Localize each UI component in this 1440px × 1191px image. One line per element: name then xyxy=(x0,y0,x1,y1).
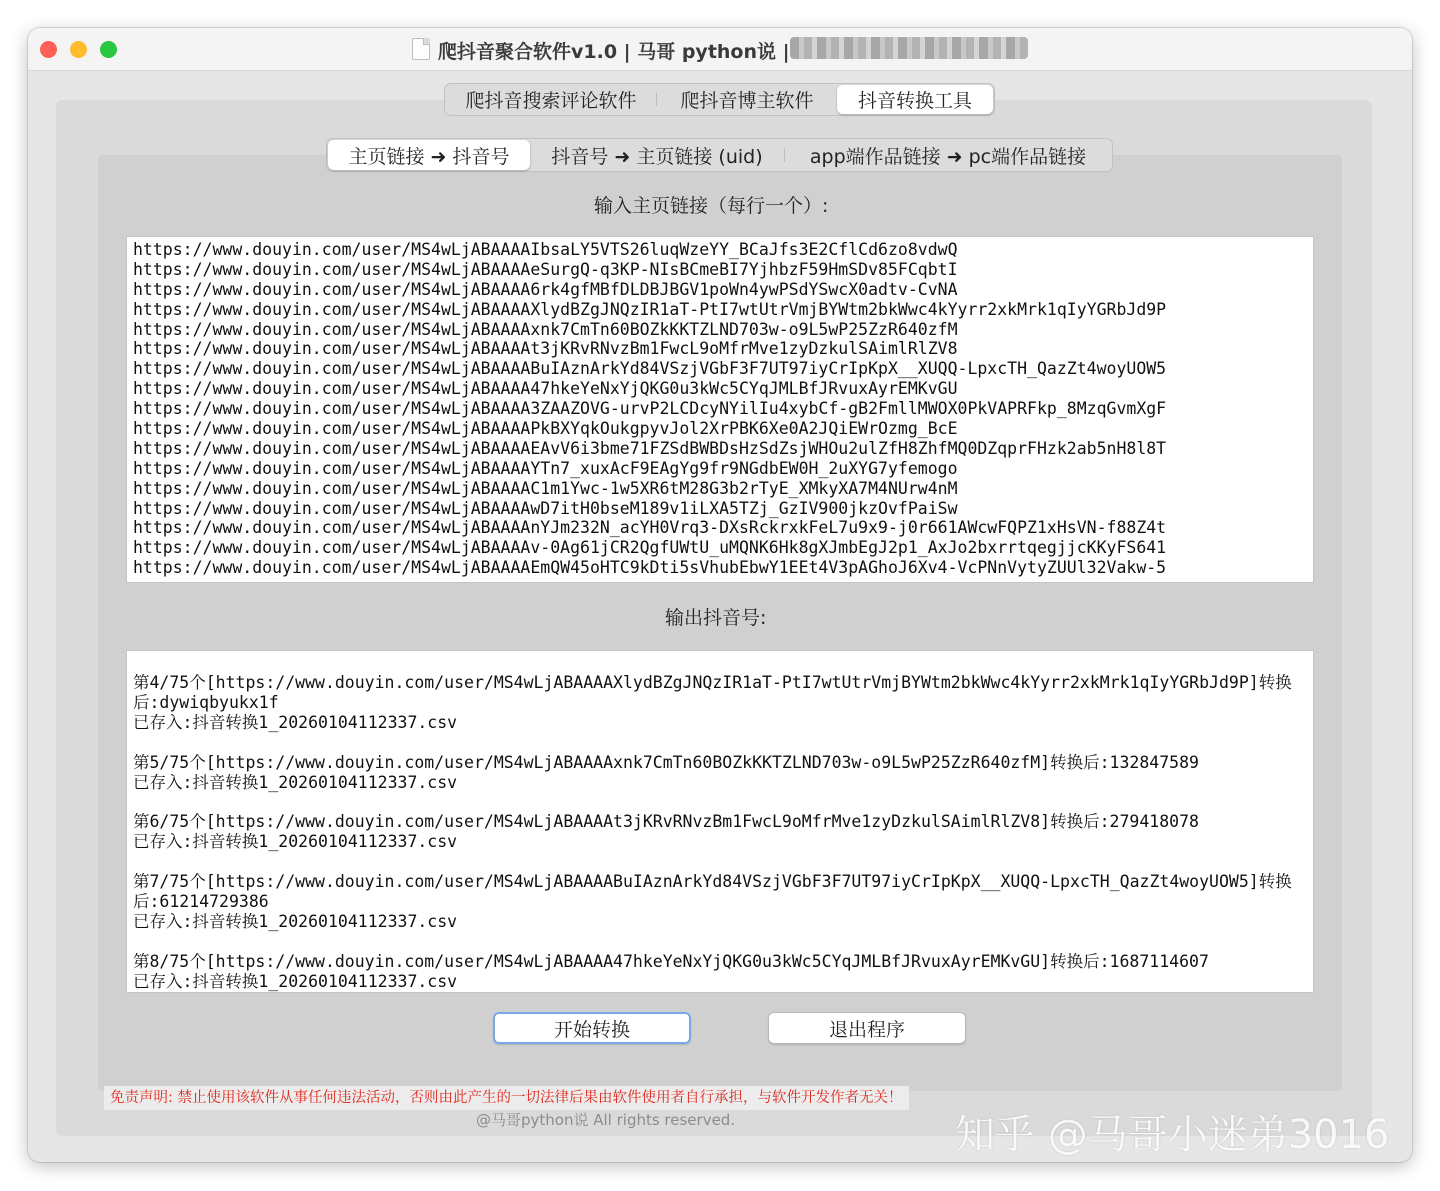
watermark: 知乎 @马哥小迷弟3016 xyxy=(955,1112,1390,1158)
tab-converter[interactable]: 抖音转换工具 xyxy=(837,85,993,114)
input-line: https://www.douyin.com/user/MS4wLjABAAAAEAvV6i3bme71FZSdBWBDsHzSdZsjWHOu2ulZfH8ZhfMQ0DZqprFHzk2ab5nH8l8T xyxy=(133,438,1167,458)
input-line: https://www.douyin.com/user/MS4wLjABAAAAC1m1Ywc-1w5XR6tM28G3b2rTyE_XMkyXA7M4NUrw4nM xyxy=(133,478,958,498)
log-entry xyxy=(133,872,1303,932)
input-line: https://www.douyin.com/user/MS4wLjABAAAABuIAznArkYd84VSzjVGbF3F7UT97iyCrIpKpX__XUQQ-LpxcTH_QazZt4woyUOW5 xyxy=(133,359,1167,379)
input-line: https://www.douyin.com/user/MS4wLjABAAAAPkBXYqkOukgpyvJol2XrPBK6Xe0A2JQiEWrOzmg_BcE xyxy=(133,419,958,439)
input-line: https://www.douyin.com/user/MS4wLjABAAAAxnk7CmTn60BOZkKKTZLND703w-o9L5wP25ZzR640zfM xyxy=(133,319,958,339)
log-saved-line: 已存入:抖音转换1_20260104112337.csv xyxy=(133,832,458,852)
log-entry xyxy=(133,952,1303,992)
copyright-text: @马哥python说 All rights reserved. xyxy=(476,1111,736,1129)
input-line: https://www.douyin.com/user/MS4wLjABAAAAeSurgQ-q3KP-NIsBCmeBI7YjhbzF59HmSDv85FCqbtI xyxy=(133,259,958,279)
log-result-line: 第7/75个[https://www.douyin.com/user/MS4wLjABAAAABuIAznArkYd84VSzjVGbF3F7UT97iyCrIpKpX__XUQQ-LpxcTH_QazZt4woyUOW5]转换后:61214729386 xyxy=(133,872,1292,911)
title-bar[interactable] xyxy=(28,28,1412,71)
log-saved-line: 已存入:抖音转换1_20260104112337.csv xyxy=(133,772,458,792)
disclaimer-text: 免责声明: 禁止使用该软件从事任何违法活动，否则由此产生的一切法律后果由软件使用者自行承担，与软件开发作者无关！ xyxy=(104,1086,909,1110)
log-saved-line: 已存入:抖音转换1_20260104112337.csv xyxy=(133,971,458,991)
redacted-title-text xyxy=(790,37,1028,59)
input-line: https://www.douyin.com/user/MS4wLjABAAAAXlydBZgJNQzIR1aT-PtI7wtUtrVmjBYWtm2bkWwc4kYyrr2xkMrk1qIyYGRbJd9P xyxy=(133,299,1167,319)
maximize-window-button[interactable] xyxy=(100,41,117,58)
tab-blogger[interactable]: 爬抖音博主软件 xyxy=(680,90,814,112)
output-label: 输出抖音号: xyxy=(665,607,767,629)
tab-app-to-pc-link[interactable]: app端作品链接 ➜ pc端作品链接 xyxy=(809,145,1087,168)
input-line: https://www.douyin.com/user/MS4wLjABAAAAv-0Ag61jCR2QgfUWtU_uMQNK6Hk8gXJmbEgJ2p1_AxJo2bxrrtqegjjcKKyFS641 xyxy=(133,538,1167,558)
douyin-id-output-log[interactable] xyxy=(126,650,1314,993)
input-label: 输入主页链接（每行一个）: xyxy=(594,195,829,217)
input-line: https://www.douyin.com/user/MS4wLjABAAAA6rk4gfMBfDLDBJBGV1poWn4ywPSdYSwcX0adtv-CvNA xyxy=(133,279,958,299)
log-result-line: 第5/75个[https://www.douyin.com/user/MS4wLjABAAAAxnk7CmTn60BOZkKKTZLND703w-o9L5wP25ZzR640zfM]转换后:132847589 xyxy=(133,752,1199,772)
tab-douyin-id-to-homepage[interactable]: 抖音号 ➜ 主页链接 (uid) xyxy=(551,145,763,168)
start-convert-button[interactable]: 开始转换 xyxy=(493,1012,691,1044)
log-result-line: 第6/75个[https://www.douyin.com/user/MS4wLjABAAAAt3jKRvRNvzBm1FwcL9oMfrMve1zyDzkulSAimlRlZV8]转换后:279418078 xyxy=(133,812,1199,832)
input-line: https://www.douyin.com/user/MS4wLjABAAAAYTn7_xuxAcF9EAgYg9fr9NGdbEW0H_2uXYG7yfemogo xyxy=(133,458,958,478)
input-line: https://www.douyin.com/user/MS4wLjABAAAAt3jKRvRNvzBm1FwcL9oMfrMve1zyDzkulSAimlRlZV8 xyxy=(133,339,958,359)
log-result-line: 第8/75个[https://www.douyin.com/user/MS4wLjABAAAA47hkeYeNxYjQKG0u3kWc5CYqJMLBfJRvuxAyrEMKvGU]转换后:1687114607 xyxy=(133,951,1209,971)
input-line: https://www.douyin.com/user/MS4wLjABAAAAEmQW45oHTC9kDti5sVhubEbwY1EEt4V3pAGhoJ6Xv4-VcPNnVytyZUUl32Vakw-5 xyxy=(133,558,1167,578)
input-line: https://www.douyin.com/user/MS4wLjABAAAA3ZAAZOVG-urvP2LCDcyNYilIu4xybCf-gB2FmllMWOX0PkVAPRFkp_8MzqGvmXgF xyxy=(133,399,1167,419)
minimize-window-button[interactable] xyxy=(70,41,87,58)
log-entry xyxy=(133,673,1303,733)
window-title: 爬抖音聚合软件v1.0 | 马哥 python说 | xyxy=(438,41,790,63)
homepage-links-input[interactable] xyxy=(126,236,1314,583)
log-entry xyxy=(133,812,1303,852)
log-entry xyxy=(133,753,1303,793)
tab-search-comments[interactable]: 爬抖音搜索评论软件 xyxy=(465,90,637,112)
main-tab-bar xyxy=(444,83,995,116)
log-saved-line: 已存入:抖音转换1_20260104112337.csv xyxy=(133,712,458,732)
close-window-button[interactable] xyxy=(40,41,57,58)
app-window xyxy=(28,28,1412,1162)
input-line: https://www.douyin.com/user/MS4wLjABAAAAIbsaLY5VTS26luqWzeYY_BCaJfs3E2CflCd6zo8vdwQ xyxy=(133,240,958,259)
input-line: https://www.douyin.com/user/MS4wLjABAAAAnYJm232N_acYH0Vrq3-DXsRckrxkFeL7u9x9-j0r661AWcwFQPZ1xHsVN-f88Z4t xyxy=(133,518,1167,538)
input-line: https://www.douyin.com/user/MS4wLjABAAAA47hkeYeNxYjQKG0u3kWc5CYqJMLBfJRvuxAyrEMKvGU xyxy=(133,379,958,399)
quit-button[interactable]: 退出程序 xyxy=(768,1012,966,1044)
sub-tab-bar xyxy=(326,138,1113,172)
input-line: https://www.douyin.com/user/MS4wLjABAAAAwD7itH0bseM189v1iLXA5TZj_GzIV900jkzOvfPaiSw xyxy=(133,498,958,518)
log-saved-line: 已存入:抖音转换1_20260104112337.csv xyxy=(133,911,458,931)
tab-homepage-to-douyin-id[interactable]: 主页链接 ➜ 抖音号 xyxy=(328,140,530,170)
log-result-line: 第4/75个[https://www.douyin.com/user/MS4wLjABAAAAXlydBZgJNQzIR1aT-PtI7wtUtrVmjBYWtm2bkWwc4kYyrr2xkMrk1qIyYGRbJd9P]转换后:dywiqbyukx1f xyxy=(133,673,1292,712)
document-icon xyxy=(412,38,430,60)
